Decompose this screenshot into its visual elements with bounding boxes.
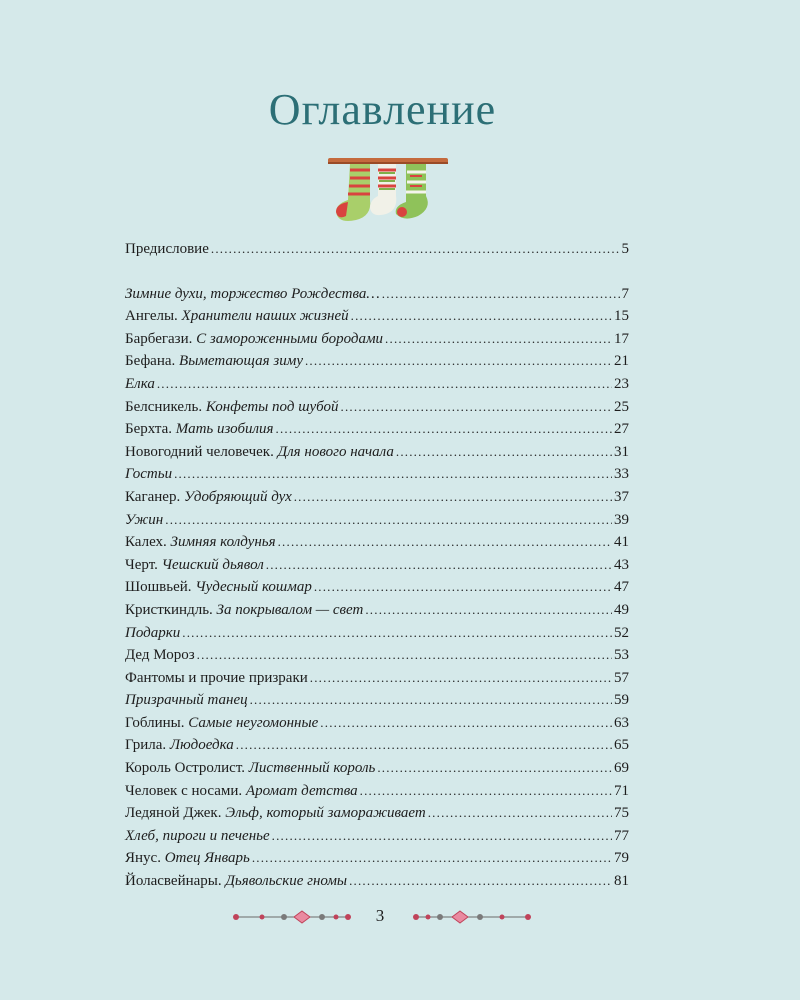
toc-entry-subtitle: Удобряющий дух	[183, 488, 292, 505]
toc-leader-dots	[266, 554, 612, 577]
toc-entry-subtitle: Чудесный кошмар	[195, 579, 312, 596]
toc-leader-dots	[182, 622, 612, 645]
toc-entry-title	[125, 870, 347, 893]
toc-entry-title	[125, 689, 248, 712]
toc-entry-subtitle: За покрывалом — свет	[216, 601, 364, 618]
toc-entry-subtitle: Зимняя колдунья	[170, 534, 276, 551]
toc-page-number: 52	[614, 624, 629, 641]
toc-entry-subtitle: Елка	[125, 375, 155, 392]
toc-entry-subtitle: Призрачный танец	[125, 692, 248, 709]
toc-leader-dots	[294, 486, 612, 509]
toc-entry	[125, 825, 629, 848]
toc-page-number: 81	[614, 873, 629, 890]
toc-entry-name: Гоблины.	[125, 714, 189, 731]
toc-entry-name: Берхта.	[125, 421, 176, 438]
toc-entry-subtitle: Зимние духи, торжество Рождества…	[125, 285, 380, 302]
toc-entry-title	[125, 305, 349, 328]
toc-page-number: 47	[614, 579, 629, 596]
toc-entry-name: Шошвьей.	[125, 579, 196, 596]
toc-entry-subtitle: Аромат детства	[245, 782, 358, 799]
toc-entry-title	[125, 441, 394, 464]
toc-leader-dots	[305, 350, 612, 373]
toc-entry	[125, 667, 629, 690]
toc-entry	[125, 509, 629, 532]
toc-leader-dots	[320, 712, 612, 735]
toc-leader-dots	[250, 689, 612, 712]
toc-entry-subtitle: Гостьи	[125, 466, 173, 483]
toc-entry	[125, 418, 629, 441]
table-of-contents	[125, 238, 629, 893]
toc-page-number: 7	[621, 285, 629, 302]
toc-page-number: 65	[614, 737, 629, 754]
toc-entry-title	[125, 554, 264, 577]
toc-entry-title	[125, 486, 292, 509]
toc-leader-dots	[396, 441, 612, 464]
toc-entry	[125, 531, 629, 554]
toc-page-number: 49	[614, 601, 629, 618]
toc-entry-title	[125, 283, 380, 306]
toc-entry-name: Предисловие	[125, 241, 209, 257]
toc-leader-dots	[276, 418, 612, 441]
toc-entry-name: Дед Мороз	[125, 647, 195, 664]
toc-entry-title	[125, 780, 358, 803]
toc-page-number: 43	[614, 556, 629, 573]
toc-entry	[125, 396, 629, 419]
floral-divider-ornament-right	[410, 910, 532, 924]
toc-leader-dots	[360, 780, 612, 803]
toc-leader-dots	[365, 599, 612, 622]
toc-entry-title	[125, 667, 308, 690]
toc-entry-title	[125, 757, 375, 780]
toc-page-number: 23	[614, 375, 629, 392]
toc-entry	[125, 847, 629, 870]
toc-page-number: 69	[614, 760, 629, 777]
toc-page-number: 59	[614, 692, 629, 709]
toc-entry-subtitle: Лиственный король	[248, 760, 376, 777]
toc-entry-name: Йоласвейнары.	[125, 873, 226, 890]
toc-entry	[125, 870, 629, 893]
toc-entry-name: Бефана.	[125, 353, 180, 370]
toc-entry-name: Черт.	[125, 556, 162, 573]
toc-entry-subtitle: Мать изобилия	[175, 421, 274, 438]
toc-entry-name: Грила.	[125, 737, 170, 754]
toc-entry	[125, 463, 629, 486]
toc-leader-dots	[236, 734, 612, 757]
toc-entry-title	[125, 373, 155, 396]
toc-leader-dots	[272, 825, 612, 848]
toc-entry-title	[125, 396, 339, 419]
toc-entry-title	[125, 238, 209, 261]
toc-leader-dots	[310, 667, 612, 690]
toc-entry	[125, 350, 629, 373]
toc-entry-title	[125, 802, 426, 825]
toc-page-number: 77	[614, 827, 629, 844]
toc-entry-name: Человек с носами.	[125, 782, 246, 799]
toc-page-number: 57	[614, 669, 629, 686]
toc-entry	[125, 554, 629, 577]
toc-entry-title	[125, 328, 383, 351]
toc-leader-dots	[157, 373, 612, 396]
toc-leader-dots	[382, 283, 620, 306]
page-number: 3	[375, 906, 385, 925]
toc-entry-subtitle: Людоедка	[169, 737, 234, 754]
toc-leader-dots	[385, 328, 612, 351]
toc-entry	[125, 644, 629, 667]
toc-entry	[125, 689, 629, 712]
toc-entry	[125, 486, 629, 509]
toc-entry-title	[125, 463, 172, 486]
toc-entry-name: Каганер.	[125, 488, 184, 505]
toc-entry-subtitle: Конфеты под шубой	[205, 398, 339, 415]
toc-entry-subtitle: Хлеб, пироги и печенье	[125, 827, 270, 844]
toc-entry-title	[125, 825, 270, 848]
toc-entry-subtitle: Подарки	[125, 624, 181, 641]
toc-entry-name: Фантомы и прочие призраки	[125, 669, 308, 686]
toc-entry	[125, 599, 629, 622]
toc-entry-name: Кристкиндль.	[125, 601, 217, 618]
toc-page-number: 21	[614, 353, 629, 370]
toc-entry-title	[125, 712, 318, 735]
toc-leader-dots	[351, 305, 612, 328]
christmas-stockings-icon	[326, 156, 450, 228]
toc-entry-subtitle: Дьявольские гномы	[225, 873, 348, 890]
toc-entry-name: Ледяной Джек.	[125, 805, 226, 822]
toc-leader-dots	[174, 463, 612, 486]
toc-page-number: 33	[614, 466, 629, 483]
toc-page-number: 79	[614, 850, 629, 867]
toc-entry	[125, 441, 629, 464]
page-footer	[0, 904, 800, 928]
toc-entry-name: Калех.	[125, 534, 171, 551]
toc-entry	[125, 712, 629, 735]
toc-entry-title	[125, 531, 276, 554]
toc-leader-dots	[211, 238, 620, 261]
toc-page-number: 5	[621, 241, 629, 257]
toc-entry-name: Король Остролист.	[125, 760, 249, 777]
toc-entry	[125, 757, 629, 780]
toc-leader-dots	[341, 396, 612, 419]
toc-entry	[125, 305, 629, 328]
toc-entry	[125, 622, 629, 645]
toc-entry-subtitle: Для нового начала	[277, 443, 394, 460]
toc-page-number: 71	[614, 782, 629, 799]
toc-entry-subtitle: Выметающая зиму	[179, 353, 303, 370]
toc-page-number: 27	[614, 421, 629, 438]
toc-entry-title	[125, 734, 234, 757]
toc-page-number: 31	[614, 443, 629, 460]
toc-leader-dots	[252, 847, 612, 870]
toc-entry-name: Белсникель.	[125, 398, 206, 415]
toc-leader-dots	[349, 870, 612, 893]
toc-entry-title	[125, 847, 250, 870]
toc-entry-name: Барбегази.	[125, 330, 197, 347]
toc-entry-subtitle: Ужин	[125, 511, 164, 528]
toc-entry-name: Новогодний человечек.	[125, 443, 278, 460]
toc-page-number: 39	[614, 511, 629, 528]
toc-page-number: 53	[614, 647, 629, 664]
toc-page-number: 15	[614, 308, 629, 325]
toc-entry-subtitle: Хранители наших жизней	[181, 308, 349, 325]
toc-entry-title	[125, 644, 195, 667]
toc-entry	[125, 576, 629, 599]
toc-leader-dots	[165, 509, 612, 532]
toc-entry-title	[125, 418, 274, 441]
toc-entry-title	[125, 350, 303, 373]
toc-entry	[125, 328, 629, 351]
toc-entry-title	[125, 509, 163, 532]
toc-leader-dots	[377, 757, 612, 780]
toc-entry-title	[125, 576, 312, 599]
toc-entry	[125, 373, 629, 396]
toc-leader-dots	[314, 576, 612, 599]
toc-entry-subtitle: Отец Январь	[164, 850, 250, 867]
toc-page-number: 25	[614, 398, 629, 415]
toc-entry-subtitle: С замороженными бородами	[196, 330, 384, 347]
toc-entry-subtitle: Чешский дьявол	[161, 556, 264, 573]
toc-entry	[125, 238, 629, 261]
toc-leader-dots	[278, 531, 612, 554]
toc-page-number: 75	[614, 805, 629, 822]
toc-entry-name: Янус.	[125, 850, 165, 867]
toc-page-number: 17	[614, 330, 629, 347]
toc-entry	[125, 802, 629, 825]
toc-entry	[125, 780, 629, 803]
toc-entry-name: Ангелы.	[125, 308, 182, 325]
toc-entry	[125, 283, 629, 306]
toc-page-number: 37	[614, 488, 629, 505]
toc-entry	[125, 734, 629, 757]
toc-entry-title	[125, 622, 180, 645]
toc-entry-subtitle: Самые неугомонные	[188, 714, 319, 731]
toc-entry-title	[125, 599, 363, 622]
toc-entry-subtitle: Эльф, который замораживает	[225, 805, 426, 822]
toc-leader-dots	[428, 802, 612, 825]
toc-leader-dots	[197, 644, 612, 667]
page-title: Оглавление	[268, 85, 497, 134]
floral-divider-ornament-left	[230, 910, 352, 924]
toc-page-number: 41	[614, 534, 629, 551]
toc-page-number: 63	[614, 714, 629, 731]
